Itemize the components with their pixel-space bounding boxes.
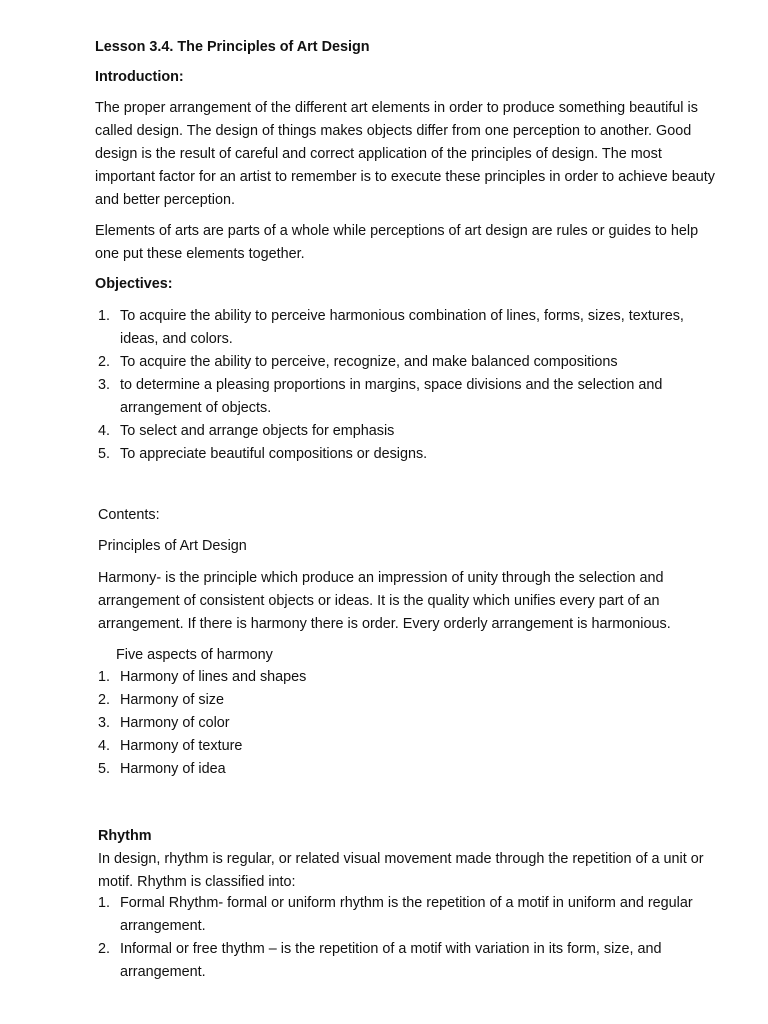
list-item [95,351,725,374]
list-item-text: To select and arrange objects for emphasis [120,423,395,439]
introduction-heading: Introduction: [95,69,184,85]
list-number: 4. [98,738,111,754]
list-item-text: To acquire the ability to perceive, recognize, and make balanced compositions [120,354,618,370]
list-item-text: Harmony of color [120,715,230,731]
list-item-text: Formal Rhythm- formal or uniform rhythm is the repetition of a motif in uniform and regular arrangement. [120,895,693,934]
list-item [95,735,725,758]
list-number: 2. [98,692,111,708]
lesson-title: Lesson 3.4. The Principles of Art Design [95,39,370,55]
list-item [95,689,725,712]
list-number: 2. [98,354,111,370]
rhythm-heading: Rhythm [98,828,152,844]
list-number: 1. [98,669,111,685]
list-item-text: To appreciate beautiful compositions or designs. [120,446,428,462]
list-item [95,892,725,938]
list-item [95,712,725,735]
list-number: 4. [98,423,111,439]
list-number: 1. [98,895,111,911]
rhythm-paragraph: In design, rhythm is regular, or related visual movement made through the repetition of a unit or motif. Rhythm is classified into: [98,851,704,890]
list-item-text: Informal or free thythm – is the repetition of a motif with variation in its form, size, and arrangement. [120,941,662,980]
harmony-paragraph: Harmony- is the principle which produce an impression of unity through the selection and arrangement of consistent objects or ideas. It is the quality which unifies every part of an arrangement. If there is harmony there is order. Every orderly arrangement is harmonious. [98,570,671,632]
list-number: 1. [98,308,111,324]
list-number: 3. [98,715,111,731]
rhythm-list [95,892,725,984]
introduction-paragraph-1: The proper arrangement of the different art elements in order to produce something beautiful is called design. The design of things makes objects differ from one perception to another. Good design is the result of careful and correct application of the principles of design. The most important factor for an artist to remember is to execute these principles in order to achieve beauty and better perception. [95,100,715,208]
list-number: 3. [98,377,111,393]
list-item [95,938,725,984]
list-item [95,374,725,420]
harmony-aspects-list [95,666,725,781]
list-item [95,420,725,443]
list-item-text: Harmony of idea [120,761,226,777]
objectives-heading: Objectives: [95,276,173,292]
list-item [95,666,725,689]
list-number: 5. [98,446,111,462]
list-item [95,305,725,351]
list-number: 2. [98,941,111,957]
introduction-paragraph-2: Elements of arts are parts of a whole while perceptions of art design are rules or guides to help one put these elements together. [95,223,699,262]
contents-label: Contents: [98,507,160,523]
list-item-text: Harmony of texture [120,738,243,754]
list-number: 5. [98,761,111,777]
objectives-list [95,305,725,466]
list-item-text: to determine a pleasing proportions in margins, space divisions and the selection and arrangement of objects. [120,377,663,416]
list-item-text: To acquire the ability to perceive harmonious combination of lines, forms, sizes, textures, ideas, and colors. [120,308,684,347]
list-item [95,758,725,781]
list-item-text: Harmony of lines and shapes [120,669,307,685]
harmony-aspects-heading: Five aspects of harmony [116,647,273,663]
list-item [95,443,725,466]
list-item-text: Harmony of size [120,692,224,708]
contents-subtitle: Principles of Art Design [98,538,247,554]
